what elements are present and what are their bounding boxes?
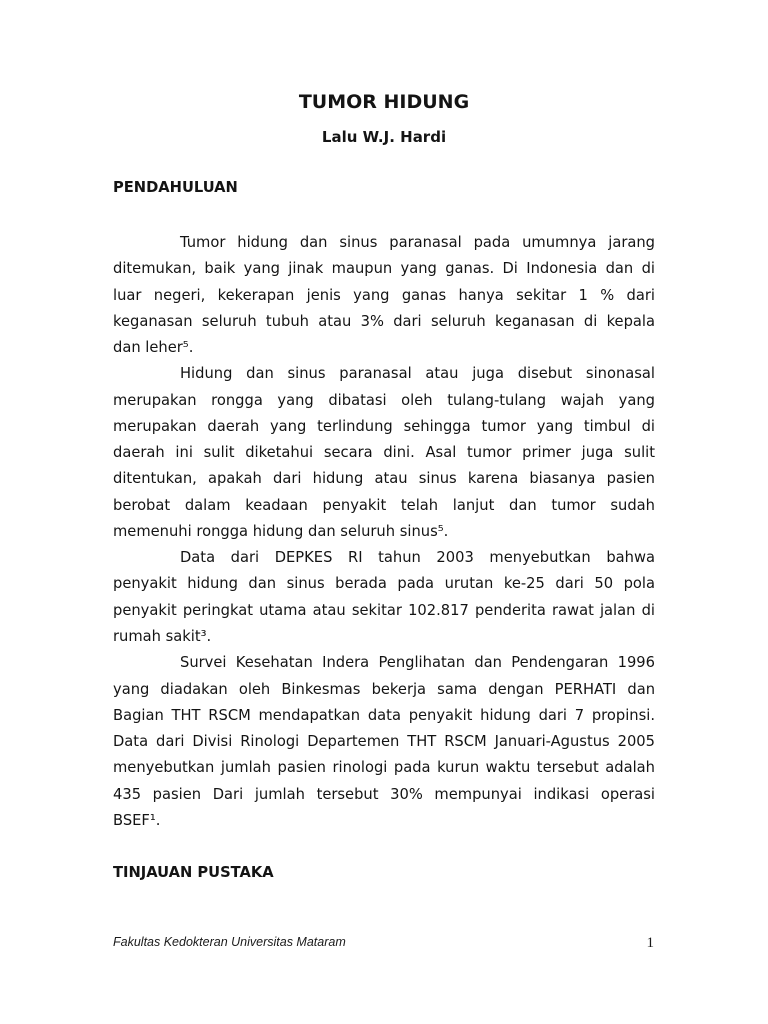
paragraph <box>113 361 655 545</box>
paragraph <box>113 650 655 834</box>
body-text-line: Hidung dan sinus paranasal atau juga disebut sinonasal <box>180 365 655 383</box>
body-text-line: Survei Kesehatan Indera Penglihatan dan Pendengaran 1996 <box>180 654 655 672</box>
paragraph <box>113 230 655 361</box>
section-heading-pendahuluan: PENDAHULUAN <box>113 179 238 196</box>
body-text-line: daerah ini sulit diketahui secara dini. Asal tumor primer juga sulit <box>113 444 655 462</box>
page-number: 1 <box>646 935 654 951</box>
body-text-line: Data dari Divisi Rinologi Departemen THT RSCM Januari-Agustus 2005 <box>113 733 655 751</box>
body-text-line: merupakan rongga yang dibatasi oleh tulang-tulang wajah yang <box>113 391 655 409</box>
body-text-line: merupakan daerah yang terlindung sehingga tumor yang timbul di <box>113 417 655 435</box>
section-heading-tinjauan-pustaka: TINJAUAN PUSTAKA <box>113 864 274 881</box>
body-text-line: penyakit peringkat utama atau sekitar 102.817 penderita rawat jalan di <box>113 601 655 619</box>
body-text-line: ditentukan, apakah dari hidung atau sinus karena biasanya pasien <box>113 470 655 488</box>
body-text-line: ditemukan, baik yang jinak maupun yang ganas. Di Indonesia dan di <box>113 260 655 278</box>
body-text-line: memenuhi rongga hidung dan seluruh sinus⁵. <box>113 522 449 540</box>
body-text-line: menyebutkan jumlah pasien rinologi pada kurun waktu tersebut adalah <box>113 759 655 777</box>
body-text-line: rumah sakit³. <box>113 627 212 645</box>
body-text-line: Bagian THT RSCM mendapatkan data penyakit hidung dari 7 propinsi. <box>113 706 655 724</box>
body-text-line: yang diadakan oleh Binkesmas bekerja sama dengan PERHATI dan <box>113 680 655 698</box>
footer-institution: Fakultas Kedokteran Universitas Mataram <box>113 935 346 949</box>
body-text-line: dan leher⁵. <box>113 339 194 357</box>
author-name: Lalu W.J. Hardi <box>321 128 447 146</box>
body-text-line: keganasan seluruh tubuh atau 3% dari seluruh keganasan di kepala <box>113 312 655 330</box>
body-text-line: BSEF¹. <box>113 811 161 829</box>
body-text-line: 435 pasien Dari jumlah tersebut 30% mempunyai indikasi operasi <box>113 785 655 803</box>
paragraph <box>113 545 655 650</box>
body-text-line: Data dari DEPKES RI tahun 2003 menyebutkan bahwa <box>180 549 655 567</box>
body-text-line: berobat dalam keadaan penyakit telah lanjut dan tumor sudah <box>113 496 655 514</box>
body-text <box>113 230 655 834</box>
body-text-line: penyakit hidung dan sinus berada pada urutan ke-25 dari 50 pola <box>113 575 655 593</box>
body-text-line: luar negeri, kekerapan jenis yang ganas hanya sekitar 1 % dari <box>113 286 655 304</box>
document-title: TUMOR HIDUNG <box>298 91 470 113</box>
body-text-line: Tumor hidung dan sinus paranasal pada umumnya jarang <box>180 234 655 251</box>
